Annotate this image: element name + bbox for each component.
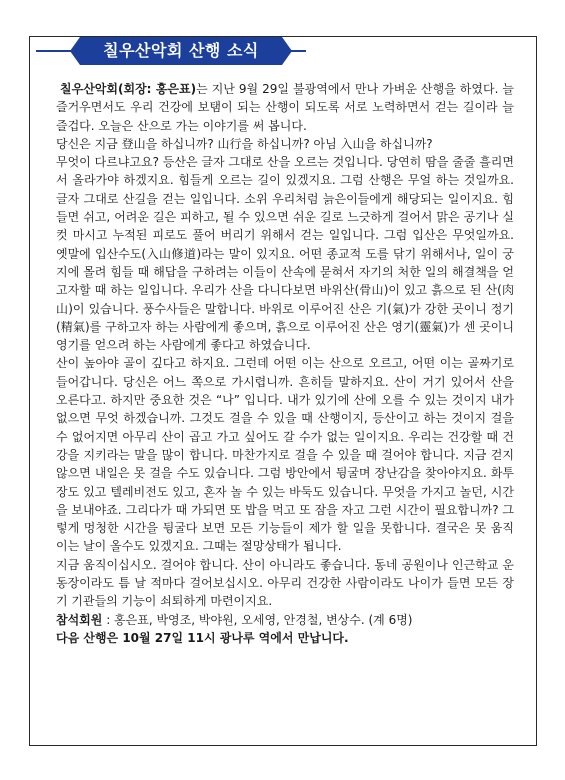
paragraph-2: 산이 높아야 골이 깊다고 하지요. 그런데 어떤 이는 산으로 오르고, 어떤 이는 골짜기로 들어갑니다. 당신은 어느 쪽으로 가시렵니까. 흔히들 말하지요. 산이 거기 있어서 산을 오른다고. 하지만 중요한 것은 “나” 입니다. 내가 있기에 산에 오를 수 있는 것이지 내가 없으면 무엇 하겠습니까. 그것도 걸을 수 있을 때 산행이지, 등산이고 하는 것이지 걸을 수 없어지면 아무리 산이 곱고 가고 싶어도 갈 수가 없는 일이지요. 우리는 건강할 때 건강을 지키라는 말을 많이 합니다. 마찬가지로 걸을 수 있을 때 걸어야 합니다. 지금 걷지 않으면 내일은 못 걸을 수도 있습니다. 그럼 방안에서 뒹굴며 장난감을 찾아야지요. 화투장도 있고 텔레비전도 있고, 혼자 놀 수 있는 바둑도 있습니다. 무엇을 가지고 놀던, 시간을 보내야죠. 그리다가 때 가되면 또 밥을 먹고 또 잠을 자고 그런 시간이 필요합니까? 그렇게 멍청한 시간을 뒹굴다 보면 모든 기능들이 제가 할 일을 못합니다. 결국은 못 움직이는 날이 올수도 있겠지요. 그때는 절망상태가 됩니다.: [56, 356, 514, 554]
article-body: [56, 80, 514, 647]
title-banner: [80, 34, 282, 68]
question-line: 당신은 지금 登山을 하십니까? 山行을 하십니까? 아님 入山을 하십니까?: [56, 136, 433, 151]
intro-paragraph: [56, 80, 514, 135]
club-name-lead: 칠우산악회(회장: 홍은표): [60, 82, 197, 96]
intro-text: 는 지난 9월 29일 불광역에서 만나 가벼운 산행을 하였다. 늘 즐거우면서도 우리 건강에 보탬이 되는 산행이 되도록 서로 노력하면서 걷는 길이라 늘 즐겁다. 오늘은 산으로 가는 이야기를 써 봅니다.: [56, 82, 514, 133]
next-meeting: 다음 산행은 10월 27일 11시 광나루 역에서 만납니다.: [56, 630, 349, 645]
members-list: : 홍은표, 박영조, 박야원, 오세영, 안경철, 변상수. (계 6명): [102, 612, 413, 627]
paragraph-3: 지금 움직이십시오. 걸어야 합니다. 산이 아니라도 좋습니다. 동네 공원이나 인근학교 운동장이라도 틈 날 적마다 걸어보십시오. 아무리 건강한 사람이라도 나이가 들면 모든 장기 기관들의 기능이 쇠퇴하게 마련이지요.: [56, 557, 514, 609]
members-line: [56, 611, 514, 629]
page-title: 칠우산악회 산행 소식: [80, 37, 282, 65]
members-label: 참석회원: [56, 612, 103, 627]
paragraph-1: 무엇이 다르냐고요? 등산은 글자 그대로 산을 오르는 것입니다. 당연히 땀을 줄줄 흘리면서 올라가야 하겠지요. 힘들게 오르는 길이 있겠지요. 그럼 산행은 무얼 하는 것일까요. 글자 그대로 산길을 걷는 일입니다. 소위 우리처럼 늙은이들에게 해당되는 일이지요. 힘들면 쉬고, 어려운 길은 피하고, 될 수 있으면 쉬운 길로 느긋하게 걸어서 맑은 공기나 실컷 마시고 누적된 피로도 풀어 버리기 위해서 걷는 일입니다. 그럼 입산은 무엇일까요. 옛말에 입산수도(入山修道)라는 말이 있지요. 어떤 종교적 도를 닦기 위해서나, 일이 궁지에 몰려 힘들 때 해답을 구하려는 이들이 산속에 묻혀서 자기의 처한 일의 해결책을 얻고자할 때 하는 일입니다. 우리가 산을 다니다보면 바위산(骨山)이 있고 흙으로 된 산(肉山)이 있습니다. 풍수사들은 말합니다. 바위로 이루어진 산은 기(氣)가 강한 곳이니 정기(精氣)를 구하고자 하는 사람에게 좋으며, 흙으로 이루어진 산은 영기(靈氣)가 센 곳이니 영기를 얻으려 하는 사람에게 좋다고 하였습니다.: [56, 155, 514, 353]
